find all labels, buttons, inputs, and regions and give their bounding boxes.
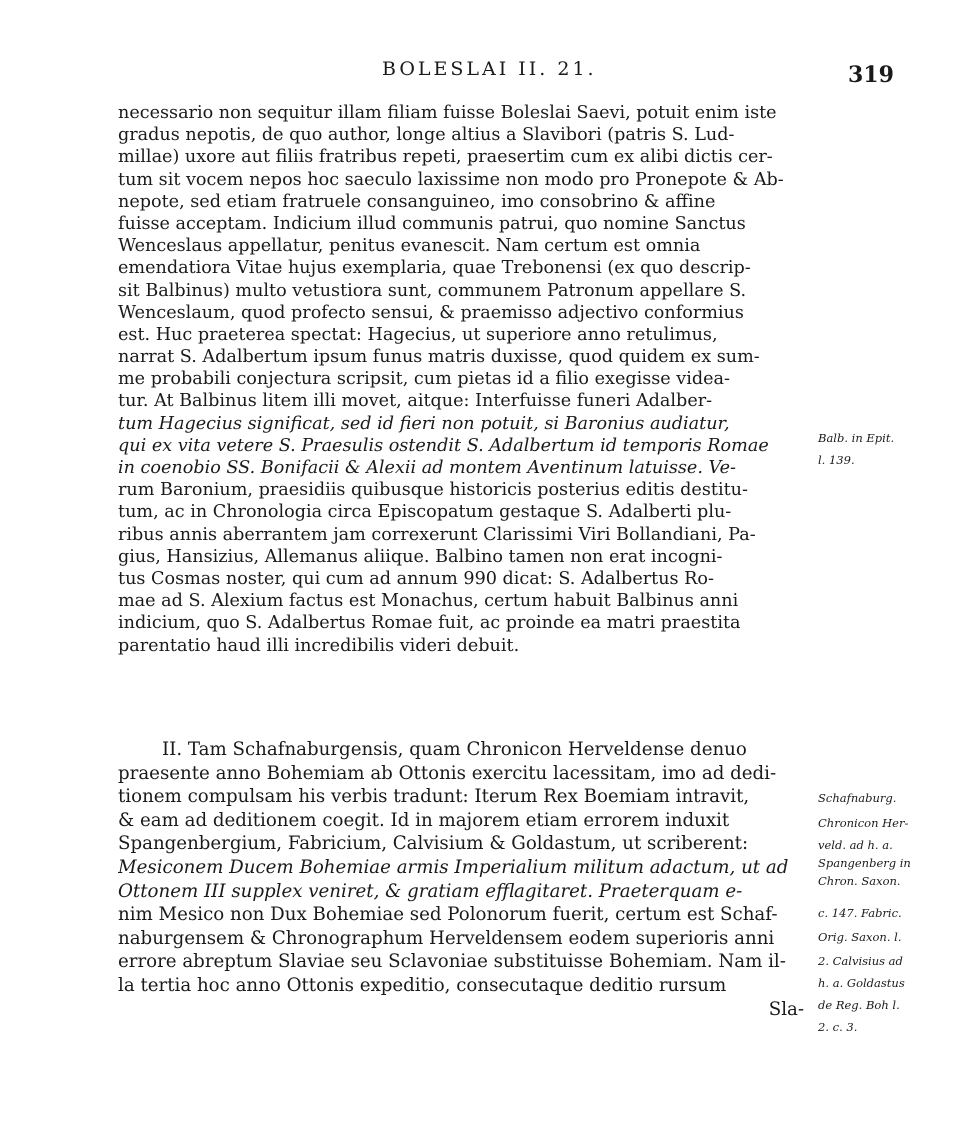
- margin-note: h. a. Goldastus: [818, 976, 905, 990]
- text-line: indicium, quo S. Adalbertus Romae fuit, ac proinde ea matri praestita: [118, 613, 741, 634]
- margin-note: 2. Calvisius ad: [818, 954, 903, 968]
- margin-note: 2. c. 3.: [818, 1020, 858, 1034]
- text-line: Ottonem III supplex veniret, & gratiam efflagitaret. Praeterquam e-: [118, 880, 743, 902]
- text-line: me probabili conjectura scripsit, cum pietas id a filio exegisse videa-: [118, 369, 730, 390]
- text-line: millae) uxore aut filiis fratribus repeti, praesertim cum ex alibi dictis cer-: [118, 147, 773, 168]
- running-head: [0, 52, 960, 92]
- text-line: sit Balbinus) multo vetustiora sunt, communem Patronum appellare S.: [118, 280, 747, 301]
- margin-note: Chronicon Her-: [818, 816, 909, 830]
- text-line: tum sit vocem nepos hoc saeculo laxissime non modo pro Pronepote & Ab-: [118, 169, 784, 190]
- text-line: parentatio haud illi incredibilis videri debuit.: [118, 635, 520, 656]
- text-line: nepote, sed etiam fratruele consanguineo, imo consobrino & affine: [118, 191, 716, 212]
- text-line: la tertia hoc anno Ottonis expeditio, consecutaque deditio rursum: [118, 974, 727, 996]
- text-line: mae ad S. Alexium factus est Monachus, certum habuit Balbinus anni: [118, 591, 739, 612]
- margin-note: l. 139.: [818, 453, 855, 467]
- text-line: in coenobio SS. Bonifacii & Alexii ad montem Aventinum latuisse. Ve-: [118, 458, 736, 478]
- margin-note: Balb. in Epit.: [818, 431, 895, 445]
- text-line: praesente anno Bohemiam ab Ottonis exercitu lacessitam, imo ad dedi-: [118, 762, 777, 784]
- paragraph-2: [118, 738, 814, 1021]
- text-line: II. Tam Schafnaburgensis, quam Chronicon Herveldense denuo: [162, 739, 747, 760]
- text-line: ribus annis aberrantem jam correxerunt Clarissimi Viri Bollandiani, Pa-: [118, 524, 756, 545]
- text-line: necessario non sequitur illam filiam fuisse Boleslai Saevi, potuit enim iste: [118, 103, 777, 123]
- text-line: tionem compulsam his verbis tradunt: Iterum Rex Boemiam intravit,: [118, 786, 750, 808]
- running-title: BOLESLAI II. 21.: [382, 58, 597, 80]
- margin-note: Spangenberg in: [818, 856, 911, 870]
- text-line: Mesiconem Ducem Bohemiae armis Imperialium militum adactum, ut ad: [118, 856, 789, 878]
- margin-note: Chron. Saxon.: [818, 874, 901, 888]
- margin-note: de Reg. Boh l.: [818, 998, 900, 1012]
- text-line: tus Cosmas noster, qui cum ad annum 990 dicat: S. Adalbertus Ro-: [118, 568, 714, 589]
- text-line: rum Baronium, praesidiis quibusque historicis posterius editis destitu-: [118, 480, 748, 501]
- catchword: Sla-: [768, 998, 804, 1020]
- text-line: nim Mesico non Dux Bohemiae sed Polonorum fuerit, certum est Schaf-: [118, 904, 778, 926]
- text-line: tum, ac in Chronologia circa Episcopatum gestaque S. Adalberti plu-: [118, 502, 732, 523]
- text-line: tur. At Balbinus litem illi movet, aitque: Interfuisse funeri Adalber-: [118, 391, 713, 412]
- text-line: errore abreptum Slaviae seu Sclavoniae substituisse Bohemiam. Nam il-: [118, 951, 786, 973]
- paragraph-1: [118, 102, 814, 657]
- margin-note: Schafnaburg.: [818, 791, 897, 805]
- text-line: narrat S. Adalbertum ipsum funus matris duxisse, quod quidem ex sum-: [118, 347, 760, 368]
- text-line: est. Huc praeterea spectat: Hagecius, ut superiore anno retulimus,: [118, 324, 718, 345]
- page-number: 319: [848, 62, 894, 88]
- margin-note: c. 147. Fabric.: [818, 906, 902, 920]
- margin-note: veld. ad h. a.: [818, 838, 893, 852]
- margin-note: Orig. Saxon. l.: [818, 930, 902, 944]
- text-line: Wenceslaum, quod profecto sensui, & praemisso adjectivo conformius: [118, 302, 744, 323]
- text-line: tum Hagecius significat, sed id fieri non potuit, si Baronius audiatur,: [118, 413, 730, 434]
- text-line: & eam ad deditionem coegit. Id in majorem etiam errorem induxit: [118, 809, 730, 831]
- text-line: gius, Hansizius, Allemanus aliique. Balbino tamen non erat incogni-: [118, 546, 723, 567]
- text-line: fuisse acceptam. Indicium illud communis patrui, quo nomine Sanctus: [118, 213, 746, 234]
- text-line: Spangenbergium, Fabricium, Calvisium & Goldastum, ut scriberent:: [118, 833, 749, 855]
- text-line: Wenceslaus appellatur, penitus evanescit. Nam certum est omnia: [118, 236, 701, 257]
- text-line: emendatiora Vitae hujus exemplaria, quae Trebonensi (ex quo descrip-: [118, 258, 751, 279]
- text-line: naburgensem & Chronographum Herveldensem eodem superioris anni: [118, 927, 775, 949]
- text-line: qui ex vita vetere S. Praesulis ostendit S. Adalbertum id temporis Romae: [118, 435, 769, 456]
- text-line: gradus nepotis, de quo author, longe altius a Slavibori (patris S. Lud-: [118, 125, 735, 146]
